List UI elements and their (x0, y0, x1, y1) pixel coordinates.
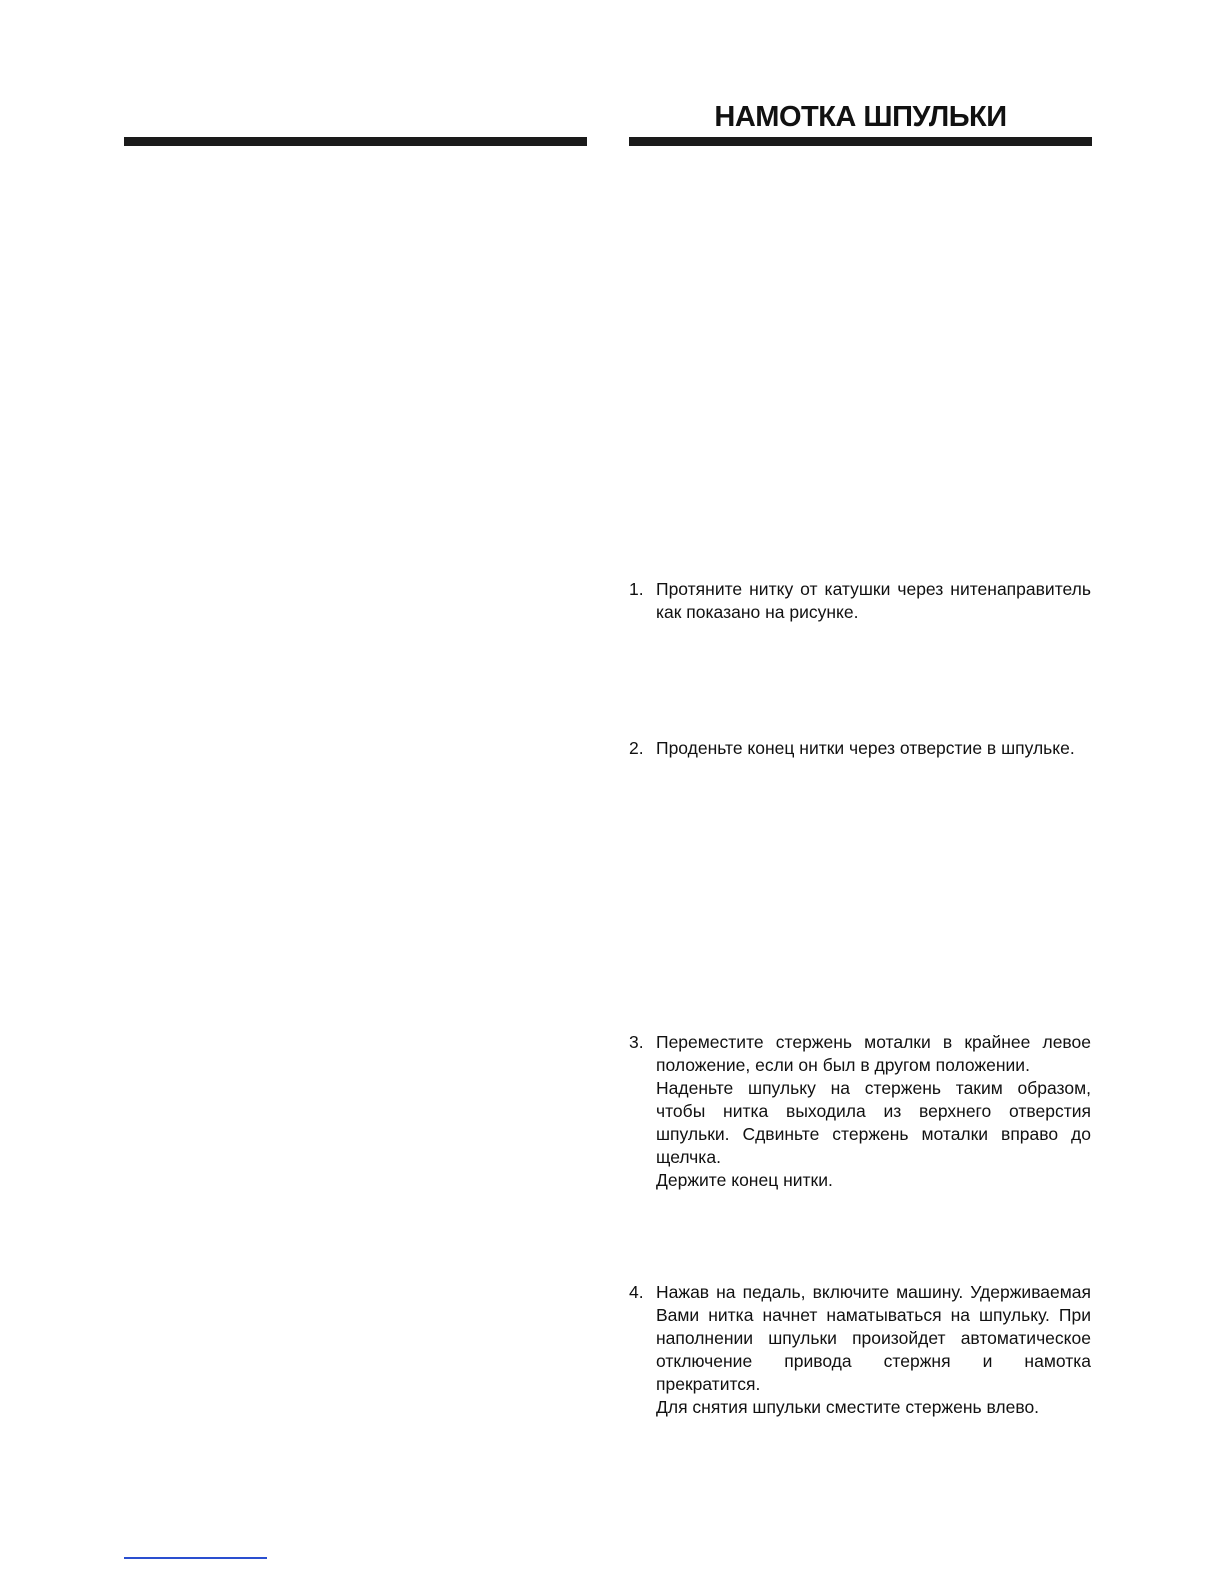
step-number: 4. (629, 1282, 644, 1302)
step-paragraph: Переместите стержень моталки в крайнее левое положение, если он был в другом положении. (656, 1032, 1091, 1075)
step-number: 1. (629, 579, 644, 599)
step-paragraph: Держите конец нитки. (656, 1170, 833, 1190)
step-1 (629, 578, 1091, 624)
step-text (656, 1031, 1091, 1192)
step-number: 3. (629, 1032, 644, 1052)
step-text (656, 737, 1091, 760)
step-text (656, 578, 1091, 624)
step-paragraph: Наденьте шпульку на стержень таким образом, чтобы нитка выходила из верхнего отверстия шпульки. Сдвиньте стержень моталки вправо до щелчка. (656, 1078, 1091, 1167)
step-paragraph: Протяните нитку от катушки через нитенаправитель как показано на рисунке. (656, 579, 1091, 622)
step-number: 2. (629, 738, 644, 758)
step-3 (629, 1031, 1091, 1192)
step-4 (629, 1281, 1091, 1419)
step-paragraph: Проденьте конец нитки через отверстие в шпульке. (656, 738, 1075, 758)
left-column-header-rule (124, 137, 587, 146)
page-title: НАМОТКА ШПУЛЬКИ (714, 101, 1007, 133)
step-2 (629, 737, 1091, 760)
step-text (656, 1281, 1091, 1419)
step-paragraph: Нажав на педаль, включите машину. Удерживаемая Вами нитка начнет наматываться на шпульку. При наполнении шпульки произойдет автоматическое отключение привода стержня и намотка прекратится. (656, 1282, 1091, 1394)
footer-divider-line (124, 1557, 267, 1559)
right-column-header-rule (629, 137, 1092, 146)
step-paragraph: Для снятия шпульки сместите стержень влево. (656, 1397, 1040, 1417)
